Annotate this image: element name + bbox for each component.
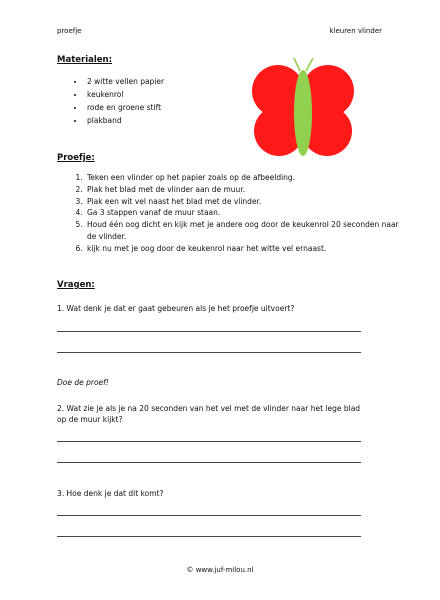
- experiment-title: Proefje:: [57, 153, 95, 163]
- list-item: 5. Houd één oog dicht en kijk met je andere oog door de keukenrol 20 seconden naar de vlinder.: [85, 219, 405, 243]
- list-item: • keukenrol: [85, 88, 164, 101]
- butterfly-image: [250, 55, 356, 161]
- answer-line[interactable]: [57, 536, 361, 537]
- butterfly-body: [294, 70, 312, 156]
- questions-title: Vragen:: [57, 280, 95, 290]
- answer-line[interactable]: [57, 441, 361, 442]
- list-item: 2. Plak het blad met de vlinder aan de muur.: [85, 184, 405, 196]
- answer-line[interactable]: [57, 352, 361, 353]
- question-2: 2. Wat zie je als je na 20 seconden van het vel met de vlinder naar het lege blad op de muur kijkt?: [57, 404, 361, 424]
- list-item: 6. kijk nu met je oog door de keukenrol naar het witte vel ernaast.: [85, 243, 405, 255]
- list-item: 4. Ga 3 stappen vanaf de muur staan.: [85, 207, 405, 219]
- instruction-text: Doe de proef!: [57, 378, 109, 387]
- materials-title: Materialen:: [57, 55, 112, 65]
- question-3: 3. Hoe denk je dat dit komt?: [57, 489, 164, 498]
- list-item: • rode en groene stift: [85, 101, 164, 114]
- header-left: proefje: [57, 27, 82, 35]
- materials-list: [57, 75, 164, 127]
- list-item: 1. Teken een vlinder op het papier zoals op de afbeelding.: [85, 172, 405, 184]
- answer-line[interactable]: [57, 331, 361, 332]
- antenna-left: [294, 58, 300, 71]
- experiment-steps: [57, 172, 405, 255]
- antenna-right: [306, 58, 313, 71]
- header-right: kleuren vlinder: [329, 27, 382, 35]
- list-item: • plakband: [85, 114, 164, 127]
- answer-line[interactable]: [57, 515, 361, 516]
- question-1: 1. Wat denk je dat er gaat gebeuren als je het proefje uitvoert?: [57, 304, 295, 313]
- list-item: 3. Plak een wit vel naast het blad met de vlinder.: [85, 196, 405, 208]
- footer-copyright: © www.juf-milou.nl: [186, 566, 254, 574]
- list-item: • 2 witte vellen papier: [85, 75, 164, 88]
- answer-line[interactable]: [57, 462, 361, 463]
